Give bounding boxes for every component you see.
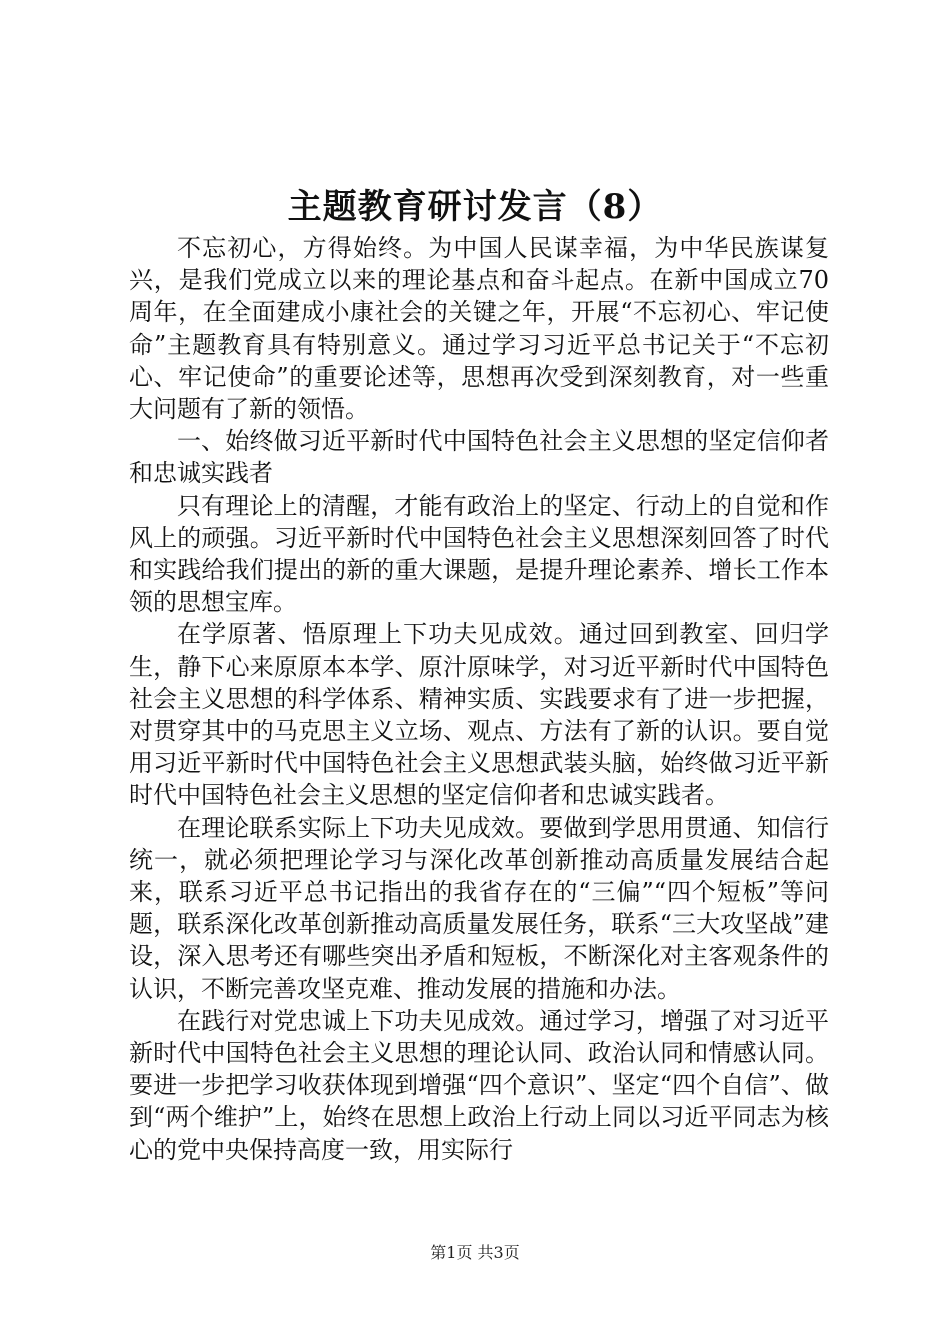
page-number-footer: 第1页 共3页: [430, 1243, 520, 1262]
paragraph-theory: 只有理论上的清醒，才能有政治上的坚定、行动上的自觉和作风上的顽强。习近平新时代中国特色社会主义思想深刻回答了时代和实践给我们提出的新的重大课题，是提升理论素养、增长工作本领的思想宝库。: [129, 491, 829, 617]
paragraph-theory-practice: 在理论联系实际上下功夫见成效。要做到学思用贯通、知信行统一，就必须把理论学习与深化改革创新推动高质量发展结合起来，联系习近平总书记指出的我省存在的“三偏”“四个短板”等问题，联系深化改革创新推动高质量发展任务，联系“三大攻坚战”建设，深入思考还有哪些突出矛盾和短板，不断深化对主客观条件的认识，不断完善攻坚克难、推动发展的措施和办法。: [129, 813, 829, 1003]
section-heading-1: 一、始终做习近平新时代中国特色社会主义思想的坚定信仰者和忠诚实践者: [129, 427, 829, 488]
paragraph-intro: 不忘初心，方得始终。为中国人民谋幸福，为中华民族谋复兴，是我们党成立以来的理论基点和奋斗起点。在新中国成立70周年，在全面建成小康社会的关键之年，开展“不忘初心、牢记使命”主题教育具有特别意义。通过学习习近平总书记关于“不忘初心、牢记使命”的重要论述等，思想再次受到深刻教育，对一些重大问题有了新的领悟。: [129, 234, 829, 424]
paragraph-loyalty: 在践行对党忠诚上下功夫见成效。通过学习，增强了对习近平新时代中国特色社会主义思想的理论认同、政治认同和情感认同。要进一步把学习收获体现到增强“四个意识”、坚定“四个自信”、做到“两个维护”上，始终在思想上政治上行动上同以习近平同志为核心的党中央保持高度一致，用实际行: [129, 1006, 829, 1164]
document-title: 主题教育研讨发言（8）: [287, 187, 663, 227]
document-body: [129, 232, 829, 1166]
paragraph-study-originals: 在学原著、悟原理上下功夫见成效。通过回到教室、回归学生，静下心来原原本本学、原汁原味学，对习近平新时代中国特色社会主义思想的科学体系、精神实质、实践要求有了进一步把握，对贯穿其中的马克思主义立场、观点、方法有了新的认识。要自觉用习近平新时代中国特色社会主义思想武装头脑，始终做习近平新时代中国特色社会主义思想的坚定信仰者和忠诚实践者。: [129, 620, 829, 810]
